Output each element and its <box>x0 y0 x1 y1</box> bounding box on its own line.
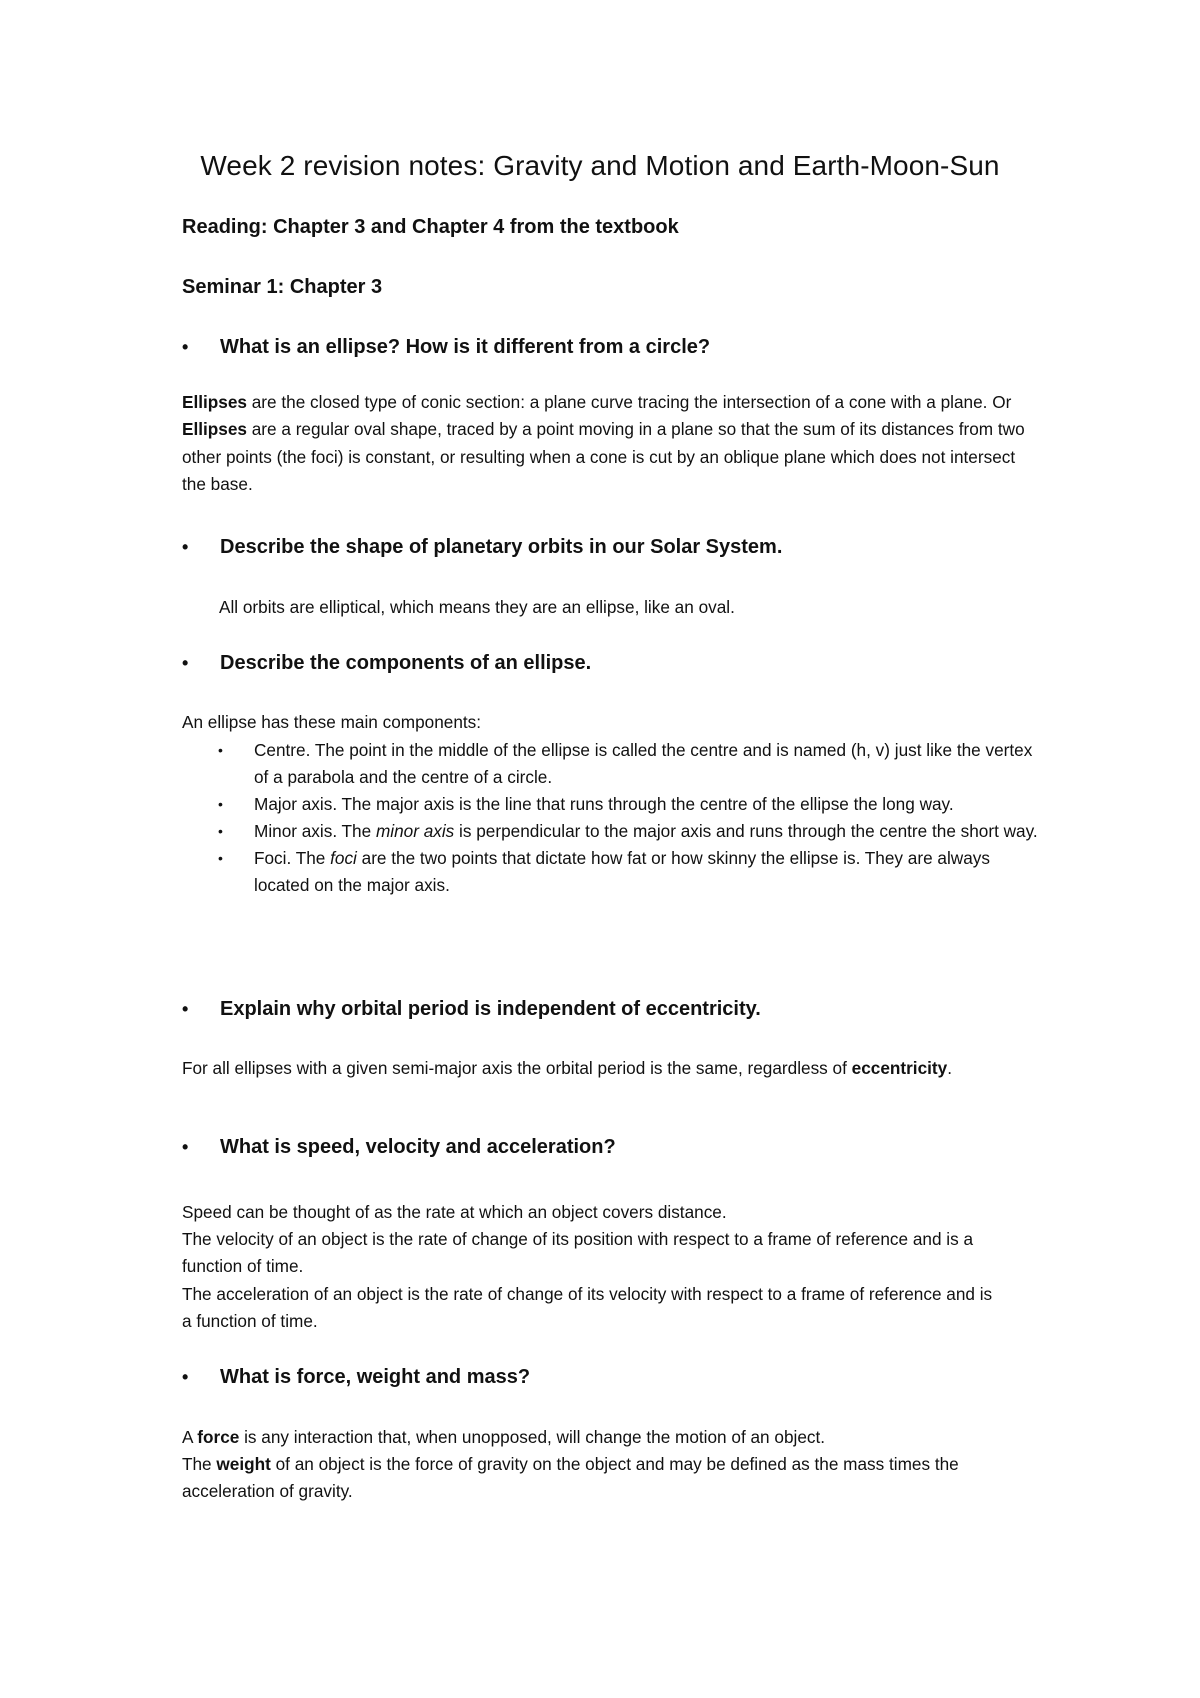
reading-heading: Reading: Chapter 3 and Chapter 4 from the textbook <box>182 216 679 238</box>
answer-eccentricity: For all ellipses with a given semi-major axis the orbital period is the same, regardless of eccentricity. <box>182 1058 952 1078</box>
question-force: • What is force, weight and mass? <box>182 1366 531 1388</box>
bullet: • <box>182 653 189 673</box>
bullet: • <box>182 537 189 557</box>
answer-velocity: The velocity of an object is the rate of change of its position with respect to a frame of reference and is a function of time. <box>182 1229 974 1277</box>
answer-acceleration: The acceleration of an object is the rate of change of its velocity with respect to a frame of reference and is a function of time. <box>182 1284 993 1332</box>
list-item: • Minor axis. The minor axis is perpendicular to the major axis and runs through the centre the short way. <box>218 821 1038 841</box>
list-item: • Centre. The point in the middle of the ellipse is called the centre and is named (h, v) just like the vertex of a parabola and the centre of a circle. <box>218 740 1033 787</box>
question-speed: • What is speed, velocity and acceleration? <box>182 1136 616 1158</box>
bullet: • <box>182 999 189 1019</box>
list-item: • Major axis. The major axis is the line that runs through the centre of the ellipse the long way. <box>218 794 954 814</box>
answer-orbits: All orbits are elliptical, which means they are an ellipse, like an oval. <box>219 597 735 617</box>
bullet: • <box>182 1137 189 1157</box>
answer-force: A force is any interaction that, when unopposed, will change the motion of an object. <box>182 1427 826 1447</box>
answer-ellipse: Ellipses are the closed type of conic section: a plane curve tracing the intersection of a cone with a plane. Or Ellipses are a regular oval shape, traced by a point moving in a plane so that the sum of its distances from two other points (the foci) is constant, or resulting when a cone is cut by an oblique plane which does not intersect the base. <box>182 392 1025 494</box>
answer-speed: Speed can be thought of as the rate at which an object covers distance. <box>182 1202 727 1222</box>
components-list <box>218 737 1038 899</box>
page-title: Week 2 revision notes: Gravity and Motion and Earth-Moon-Sun <box>200 150 1000 181</box>
answer-weight: The weight of an object is the force of gravity on the object and may be defined as the mass times the acceleration of gravity. <box>182 1454 959 1502</box>
question-components: • Describe the components of an ellipse. <box>182 652 592 674</box>
bullet: • <box>182 1367 189 1387</box>
question-orbits: • Describe the shape of planetary orbits in our Solar System. <box>182 536 783 558</box>
seminar-heading: Seminar 1: Chapter 3 <box>182 276 383 298</box>
question-eccentricity: • Explain why orbital period is independent of eccentricity. <box>182 998 761 1020</box>
list-item: • Foci. The foci are the two points that dictate how fat or how skinny the ellipse is. They are always located on the major axis. <box>218 848 990 895</box>
question-ellipse: • What is an ellipse? How is it different from a circle? <box>182 336 711 358</box>
bullet: • <box>182 337 189 357</box>
components-intro: An ellipse has these main components: <box>182 712 482 732</box>
